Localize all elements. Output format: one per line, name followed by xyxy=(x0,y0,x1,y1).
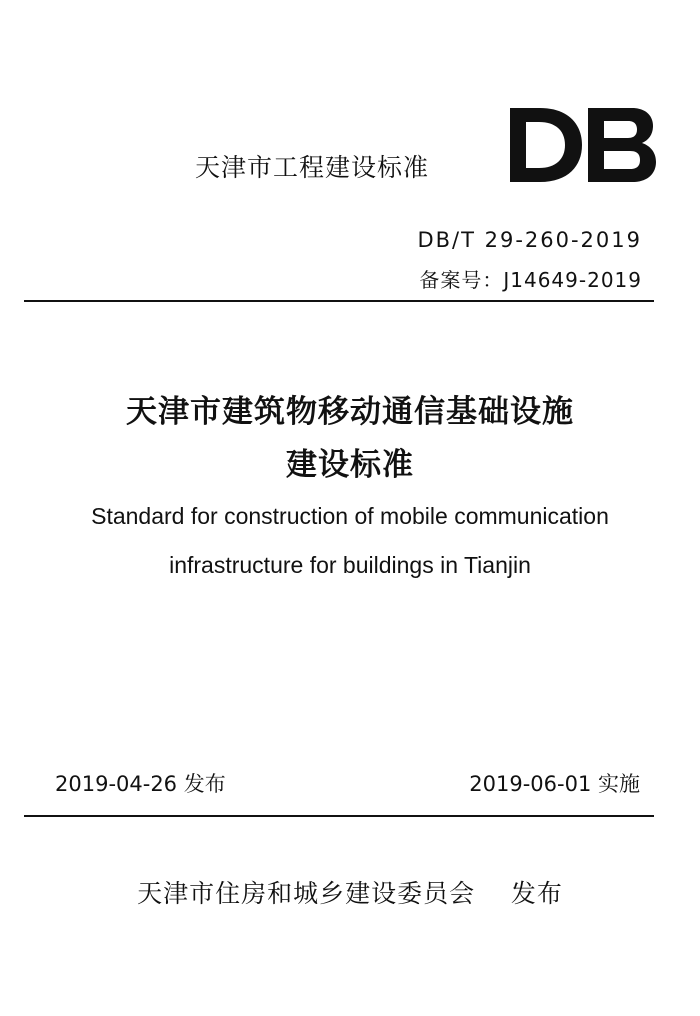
publisher: 天津市住房和城乡建设委员会 发布 xyxy=(137,879,563,908)
series-title: 天津市工程建设标准 xyxy=(195,153,430,182)
record-number: 备案号：J14649-2019 xyxy=(419,268,642,292)
standard-number: DB/T 29-260-2019 xyxy=(417,228,642,252)
issue-date: 2019-04-26 发布 xyxy=(55,772,226,796)
title-cn-line-2: 建设标准 xyxy=(286,447,414,483)
title-en-line-1: Standard for construction of mobile communication xyxy=(91,503,609,529)
db-logo-letter-b xyxy=(588,108,656,182)
top-divider xyxy=(24,300,654,302)
title-en-line-2: infrastructure for buildings in Tianjin xyxy=(169,552,531,578)
implementation-date: 2019-06-01 实施 xyxy=(469,772,640,796)
title-cn-line-1: 天津市建筑物移动通信基础设施 xyxy=(126,394,574,430)
db-logo xyxy=(506,106,656,184)
db-logo-letter-d xyxy=(510,108,582,182)
bottom-divider xyxy=(24,815,654,817)
